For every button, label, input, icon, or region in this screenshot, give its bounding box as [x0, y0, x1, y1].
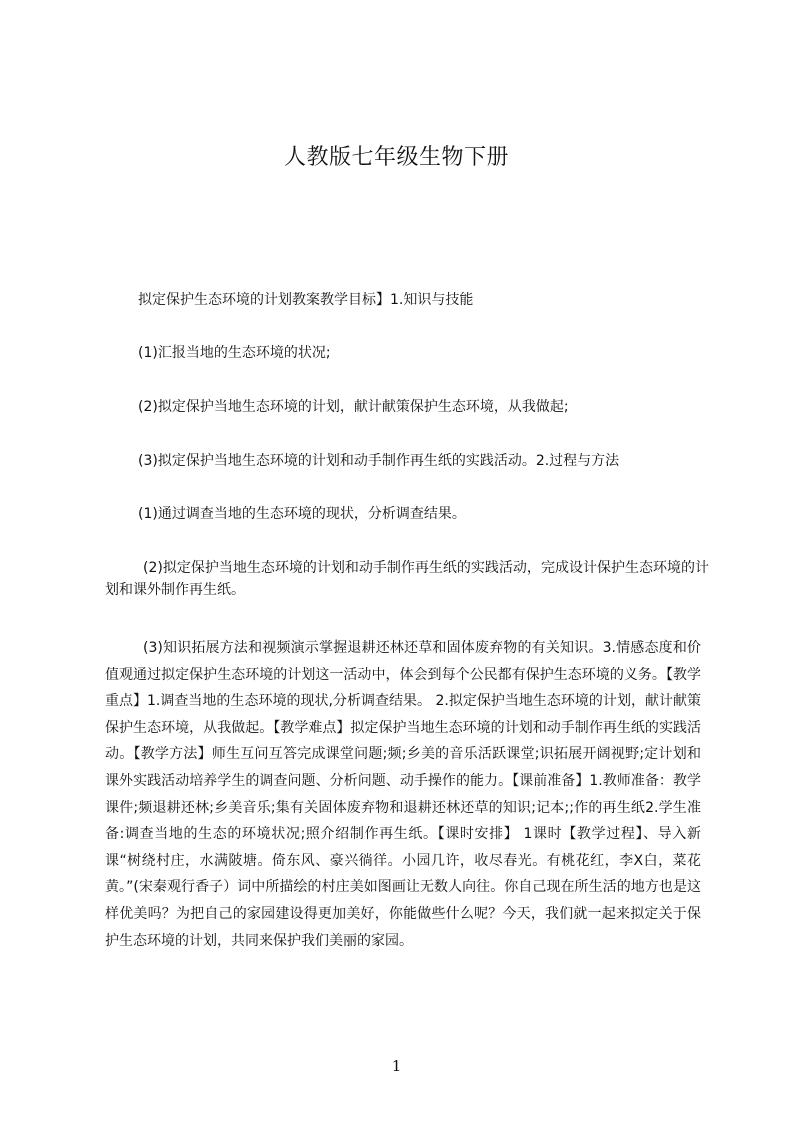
- paragraph-process-2: (2)拟定保护当地生态环境的计划和动手制作再生纸的实践活动，完成设计保护生态环境的计划和课外制作再生纸。: [105, 560, 709, 598]
- paragraph-teaching-objectives: 拟定保护生态环境的计划教案教学目标】1.知识与技能: [138, 292, 474, 308]
- page-number: 1: [391, 1057, 402, 1075]
- paragraph-objective-3: (3)拟定保护当地生态环境的计划和动手制作再生纸的实践活动。2.过程与方法: [138, 453, 620, 469]
- paragraph-main-content: (3)知识拓展方法和视频演示掌握退耕还林还草和固体废弃物的有关知识。3.情感态度和价值观通过拟定保护生态环境的计划这一活动中，体会到每个公民都有保护生态环境的义务。【教学重点】1.调查当地的生态环境的现状,分析调查结果。 2.拟定保护当地生态环境的计划，献计献策保护生态环境，从我做起。【教学难点】拟定保护当地生态环境的计划和动手制作再生纸的实践活动。【教学方法】师生互问互答完成课堂问题;频;乡美的音乐活跃课堂;识拓展开阔视野;定计划和课外实践活动培养学生的调查问题、分析问题、动手操作的能力。【课前准备】1.教师准备：教学课件;频退耕还林;乡美音乐;集有关固体废弃物和退耕还林还草的知识;记本;;作的再生纸2.学生准备:调查当地的生态的环境状况;照介绍制作再生纸。【课时安排】 1课时【教学过程】、导入新课“树绕村庄，水满陂塘。倚东风、豪兴徜徉。小园几许，收尽春光。有桃花红，李X白，菜花黄。”(宋秦观行香子）词中所描绘的村庄美如图画让无数人向往。你自己现在所生活的地方也是这样优美吗？为把自己的家园建设得更加美好，你能做些什么呢？今天，我们就一起来拟定关于保护生态环境的计划，共同来保护我们美丽的家园。: [105, 640, 701, 949]
- paragraph-objective-1: (1)汇报当地的生态环境的状况;: [138, 345, 331, 361]
- document-title: 人教版七年级生物下册: [283, 145, 509, 170]
- paragraph-process-1: (1)通过调查当地的生态环境的现状，分析调查结果。: [138, 506, 466, 522]
- paragraph-objective-2: (2)拟定保护当地生态环境的计划，献计献策保护生态环境，从我做起;: [138, 399, 569, 415]
